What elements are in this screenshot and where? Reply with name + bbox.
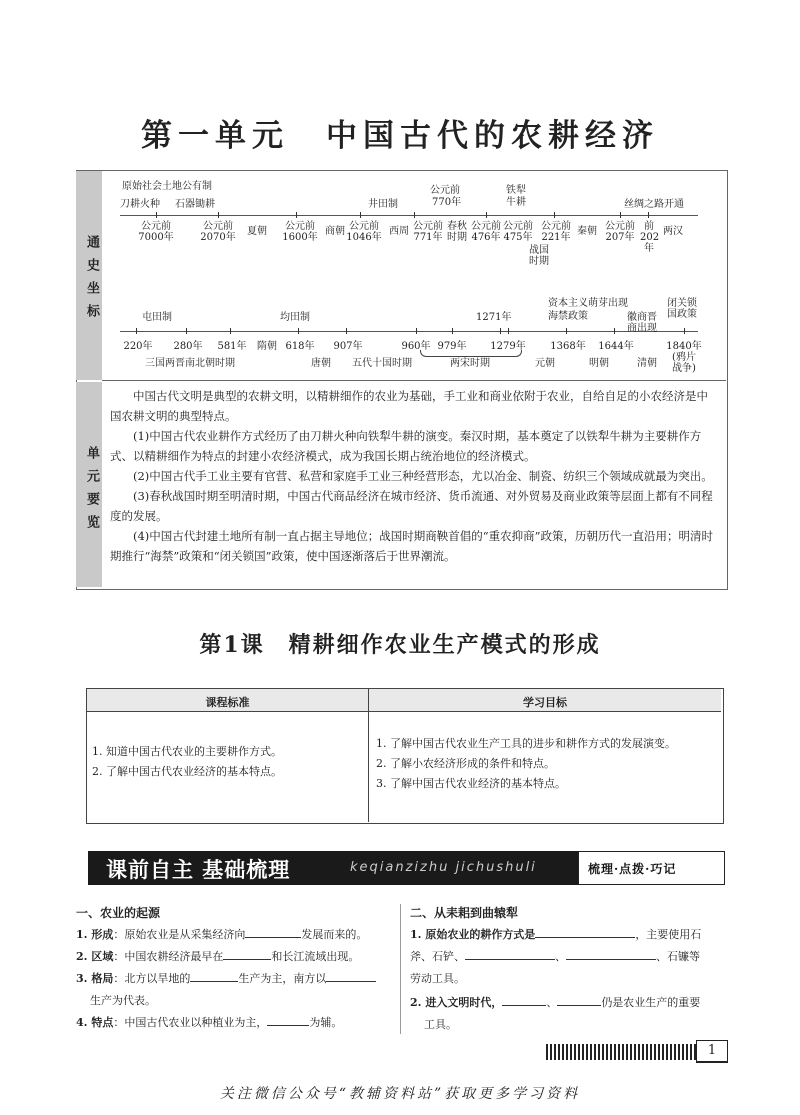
tl1-label: 牛耕 xyxy=(506,197,526,208)
tl1-date: 公元前 7000年 xyxy=(138,221,174,243)
timeline-2-axis xyxy=(120,331,698,332)
tl1-date: 公元前 475年 xyxy=(503,221,533,243)
tl2-date: 280年 xyxy=(173,341,203,352)
tick xyxy=(414,212,415,218)
tl2-date: 1644年 xyxy=(598,341,634,352)
timeline-label: 通史坐标 xyxy=(84,235,99,327)
standards-item: 2. 了解中国古代农业经济的基本特点。 xyxy=(92,765,282,778)
timeline-1-axis xyxy=(120,215,698,216)
tl1-label: 井田制 xyxy=(368,199,398,210)
tl1-era: 秦朝 xyxy=(577,226,597,237)
tl1-date: 公元前 771年 xyxy=(413,221,443,243)
answer-blank[interactable] xyxy=(245,924,301,938)
timeline-label-bg xyxy=(76,171,102,380)
footer-note: 关注微信公众号“教辅资料站”获取更多学习资料 xyxy=(219,1086,581,1102)
tl2-era: 隋朝 xyxy=(257,341,277,352)
tl2-label: 徽商晋 商出现 xyxy=(627,312,657,334)
tick xyxy=(620,212,621,218)
left-section xyxy=(76,902,396,1034)
right-section-heading: 二、从耒耜到曲辕犁 xyxy=(410,906,519,920)
overview-paragraph: 中国古代文明是典型的农耕文明，以精耕细作的农业为基础，手工业和商业依附于农业，自给自足的小农经济是中国农耕文明的典型特点。 xyxy=(110,389,708,423)
tl2-date: 1368年 xyxy=(550,341,586,352)
tl2-date: 960年 xyxy=(401,341,431,352)
overview-paragraph: (2)中国古代手工业主要有官营、私营和家庭手工业三种经营形态，尤以冶金、制瓷、纺织三个领域成就最为突出。 xyxy=(133,469,713,483)
tl1-date: 公元前 1600年 xyxy=(282,221,318,243)
page-number: 1 xyxy=(696,1040,728,1063)
tl1-era: 商朝 xyxy=(325,226,345,237)
tl1-date: 公元前 221年 xyxy=(541,221,571,243)
tick xyxy=(416,328,417,334)
tl1-era: 春秋 时期 xyxy=(447,221,467,243)
tl1-date: 前 202 年 xyxy=(640,221,660,254)
answer-blank[interactable] xyxy=(535,924,635,938)
tl1-label: 原始社会土地公有制 xyxy=(122,181,212,192)
tl1-label: 刀耕火种 xyxy=(120,199,160,210)
tick xyxy=(684,328,685,334)
tl2-era: 两宋时期 xyxy=(450,358,490,369)
question-item: 2. 进入文明时代， 、 仍是农业生产的重要 xyxy=(410,992,730,1014)
overview-label: 单元要览 xyxy=(84,446,99,538)
tl1-date: 公元前 2070年 xyxy=(200,221,236,243)
tick xyxy=(218,212,219,218)
page-number-stripes xyxy=(546,1044,696,1060)
lesson-title: 第1课 精耕细作农业生产模式的形成 xyxy=(199,632,601,658)
unit-title: 第一单元 中国古代的农耕经济 xyxy=(141,118,659,154)
tick xyxy=(566,328,567,334)
standards-list xyxy=(92,742,362,782)
tick xyxy=(554,212,555,218)
tl1-era: 西周 xyxy=(389,226,409,237)
tl1-era: 战国 时期 xyxy=(529,245,549,267)
tl1-date: 公元前 1046年 xyxy=(346,221,382,243)
right-section xyxy=(410,902,730,1036)
objectives-header: 学习目标 xyxy=(523,696,567,709)
objectives-list xyxy=(376,734,716,794)
tl1-label: 丝绸之路开通 xyxy=(624,199,684,210)
standards-item: 1. 知道中国古代农业的主要耕作方式。 xyxy=(92,745,282,758)
tick xyxy=(136,328,137,334)
tl1-era: 夏朝 xyxy=(247,226,267,237)
tick xyxy=(648,212,649,218)
tl2-date: 581年 xyxy=(217,341,247,352)
tl2-era: 清朝 xyxy=(637,358,657,369)
tl2-date: 1840年 (鸦片 战争) xyxy=(666,341,702,374)
tick xyxy=(614,328,615,334)
question-item: 1. 原始农业的耕作方式是 ，主要使用石 xyxy=(410,924,730,946)
tick xyxy=(186,328,187,334)
question-item: 劳动工具。 xyxy=(410,972,465,985)
tl2-era: 明朝 xyxy=(589,358,609,369)
tick xyxy=(508,328,509,334)
tl2-era: 元朝 xyxy=(535,358,555,369)
tick xyxy=(486,212,487,218)
answer-blank[interactable] xyxy=(566,946,656,960)
overview-paragraph: (3)春秋战国时期至明清时期，中国古代商品经济在城市经济、货币流通、对外贸易及商业政策等层面上都有不同程度的发展。 xyxy=(110,489,713,523)
question-item: 4. 特点：中国古代农业以种植业为主， 为辅。 xyxy=(76,1012,396,1034)
answer-blank[interactable] xyxy=(326,968,376,982)
overview-paragraph: (4)中国古代封建土地所有制一直占据主导地位；战国时期商鞅首倡的“重农抑商”政策，历朝历代一直沿用；明清时期推行“海禁”政策和“闭关锁国”政策，使中国逐渐落后于世界潮流。 xyxy=(110,529,714,563)
tl2-label: 均田制 xyxy=(280,312,310,323)
tl2-era: 唐朝 xyxy=(311,358,331,369)
tl2-date: 979年 xyxy=(437,341,467,352)
section-banner xyxy=(88,851,725,885)
tl2-date: 618年 xyxy=(285,341,315,352)
tl2-era: 三国两晋南北朝时期 xyxy=(145,358,235,369)
left-section-heading: 一、农业的起源 xyxy=(76,906,161,920)
objectives-item: 3. 了解中国古代农业经济的基本特点。 xyxy=(376,777,566,790)
answer-blank[interactable] xyxy=(190,968,238,982)
tick xyxy=(156,212,157,218)
tick xyxy=(298,328,299,334)
answer-blank[interactable] xyxy=(557,992,601,1006)
answer-blank[interactable] xyxy=(223,946,271,960)
tick xyxy=(452,328,453,334)
standards-header: 课程标准 xyxy=(205,696,250,709)
tl1-era: 两汉 xyxy=(663,226,683,237)
tl1-date: 公元前 207年 xyxy=(605,221,635,243)
banner-pinyin: keqianzizhu jichushuli xyxy=(350,860,537,875)
tick xyxy=(360,212,361,218)
overview-text xyxy=(110,386,718,566)
question-item: 2. 区域：中国农耕经济最早在 和长江流域出现。 xyxy=(76,946,396,968)
tl2-label: 闭关锁 国政策 xyxy=(667,298,697,320)
tl2-label: 1271年 xyxy=(476,312,512,323)
tl1-label: 公元前 xyxy=(430,185,460,196)
question-continued: 工具。 xyxy=(424,1018,457,1031)
objectives-item: 2. 了解小农经济形成的条件和特点。 xyxy=(376,757,555,770)
frame-divider xyxy=(102,380,726,381)
tick xyxy=(500,328,501,334)
tl2-label: 资本主义萌芽出现 xyxy=(548,298,628,309)
tl1-date: 公元前 476年 xyxy=(471,221,501,243)
overview-label-bg xyxy=(76,382,102,587)
tl1-label: 770年 xyxy=(432,197,462,208)
answer-blank[interactable] xyxy=(267,1012,309,1026)
question-item: 3. 格局：北方以旱地的 生产为主，南方以 xyxy=(76,968,396,990)
banner-right-text: 梳理·点拨·巧记 xyxy=(588,862,677,876)
tl2-era: 五代十国时期 xyxy=(352,358,412,369)
tick xyxy=(296,212,297,218)
column-divider xyxy=(400,904,401,1034)
tick xyxy=(346,328,347,334)
banner-title: 课前自主 基础梳理 xyxy=(106,858,291,882)
question-continued: 生产为代表。 xyxy=(90,994,156,1007)
objectives-item: 1. 了解中国古代农业生产工具的进步和耕作方式的发展演变。 xyxy=(376,737,676,750)
answer-blank[interactable] xyxy=(465,946,555,960)
tl1-label: 铁犁 xyxy=(506,185,526,196)
question-item: 斧、石铲、 、 、石镰等 xyxy=(410,946,730,968)
question-item: 1. 形成：原始农业是从采集经济向 发展而来的。 xyxy=(76,924,396,946)
answer-blank[interactable] xyxy=(502,992,546,1006)
tl2-date: 1279年 xyxy=(490,341,526,352)
overview-paragraph: (1)中国古代农业耕作方式经历了由刀耕火种向铁犁牛耕的演变。秦汉时期，基本奠定了以铁犁牛耕为主要耕作方式、以精耕细作为特点的封建小农经济模式，成为我国长期占统治地位的经济模式。 xyxy=(110,429,702,463)
tl2-label: 屯田制 xyxy=(142,312,172,323)
tick xyxy=(230,328,231,334)
tl2-date: 907年 xyxy=(333,341,363,352)
tl1-label: 石器锄耕 xyxy=(175,199,215,210)
tl2-date: 220年 xyxy=(123,341,153,352)
tl2-label: 海禁政策 xyxy=(548,311,588,322)
